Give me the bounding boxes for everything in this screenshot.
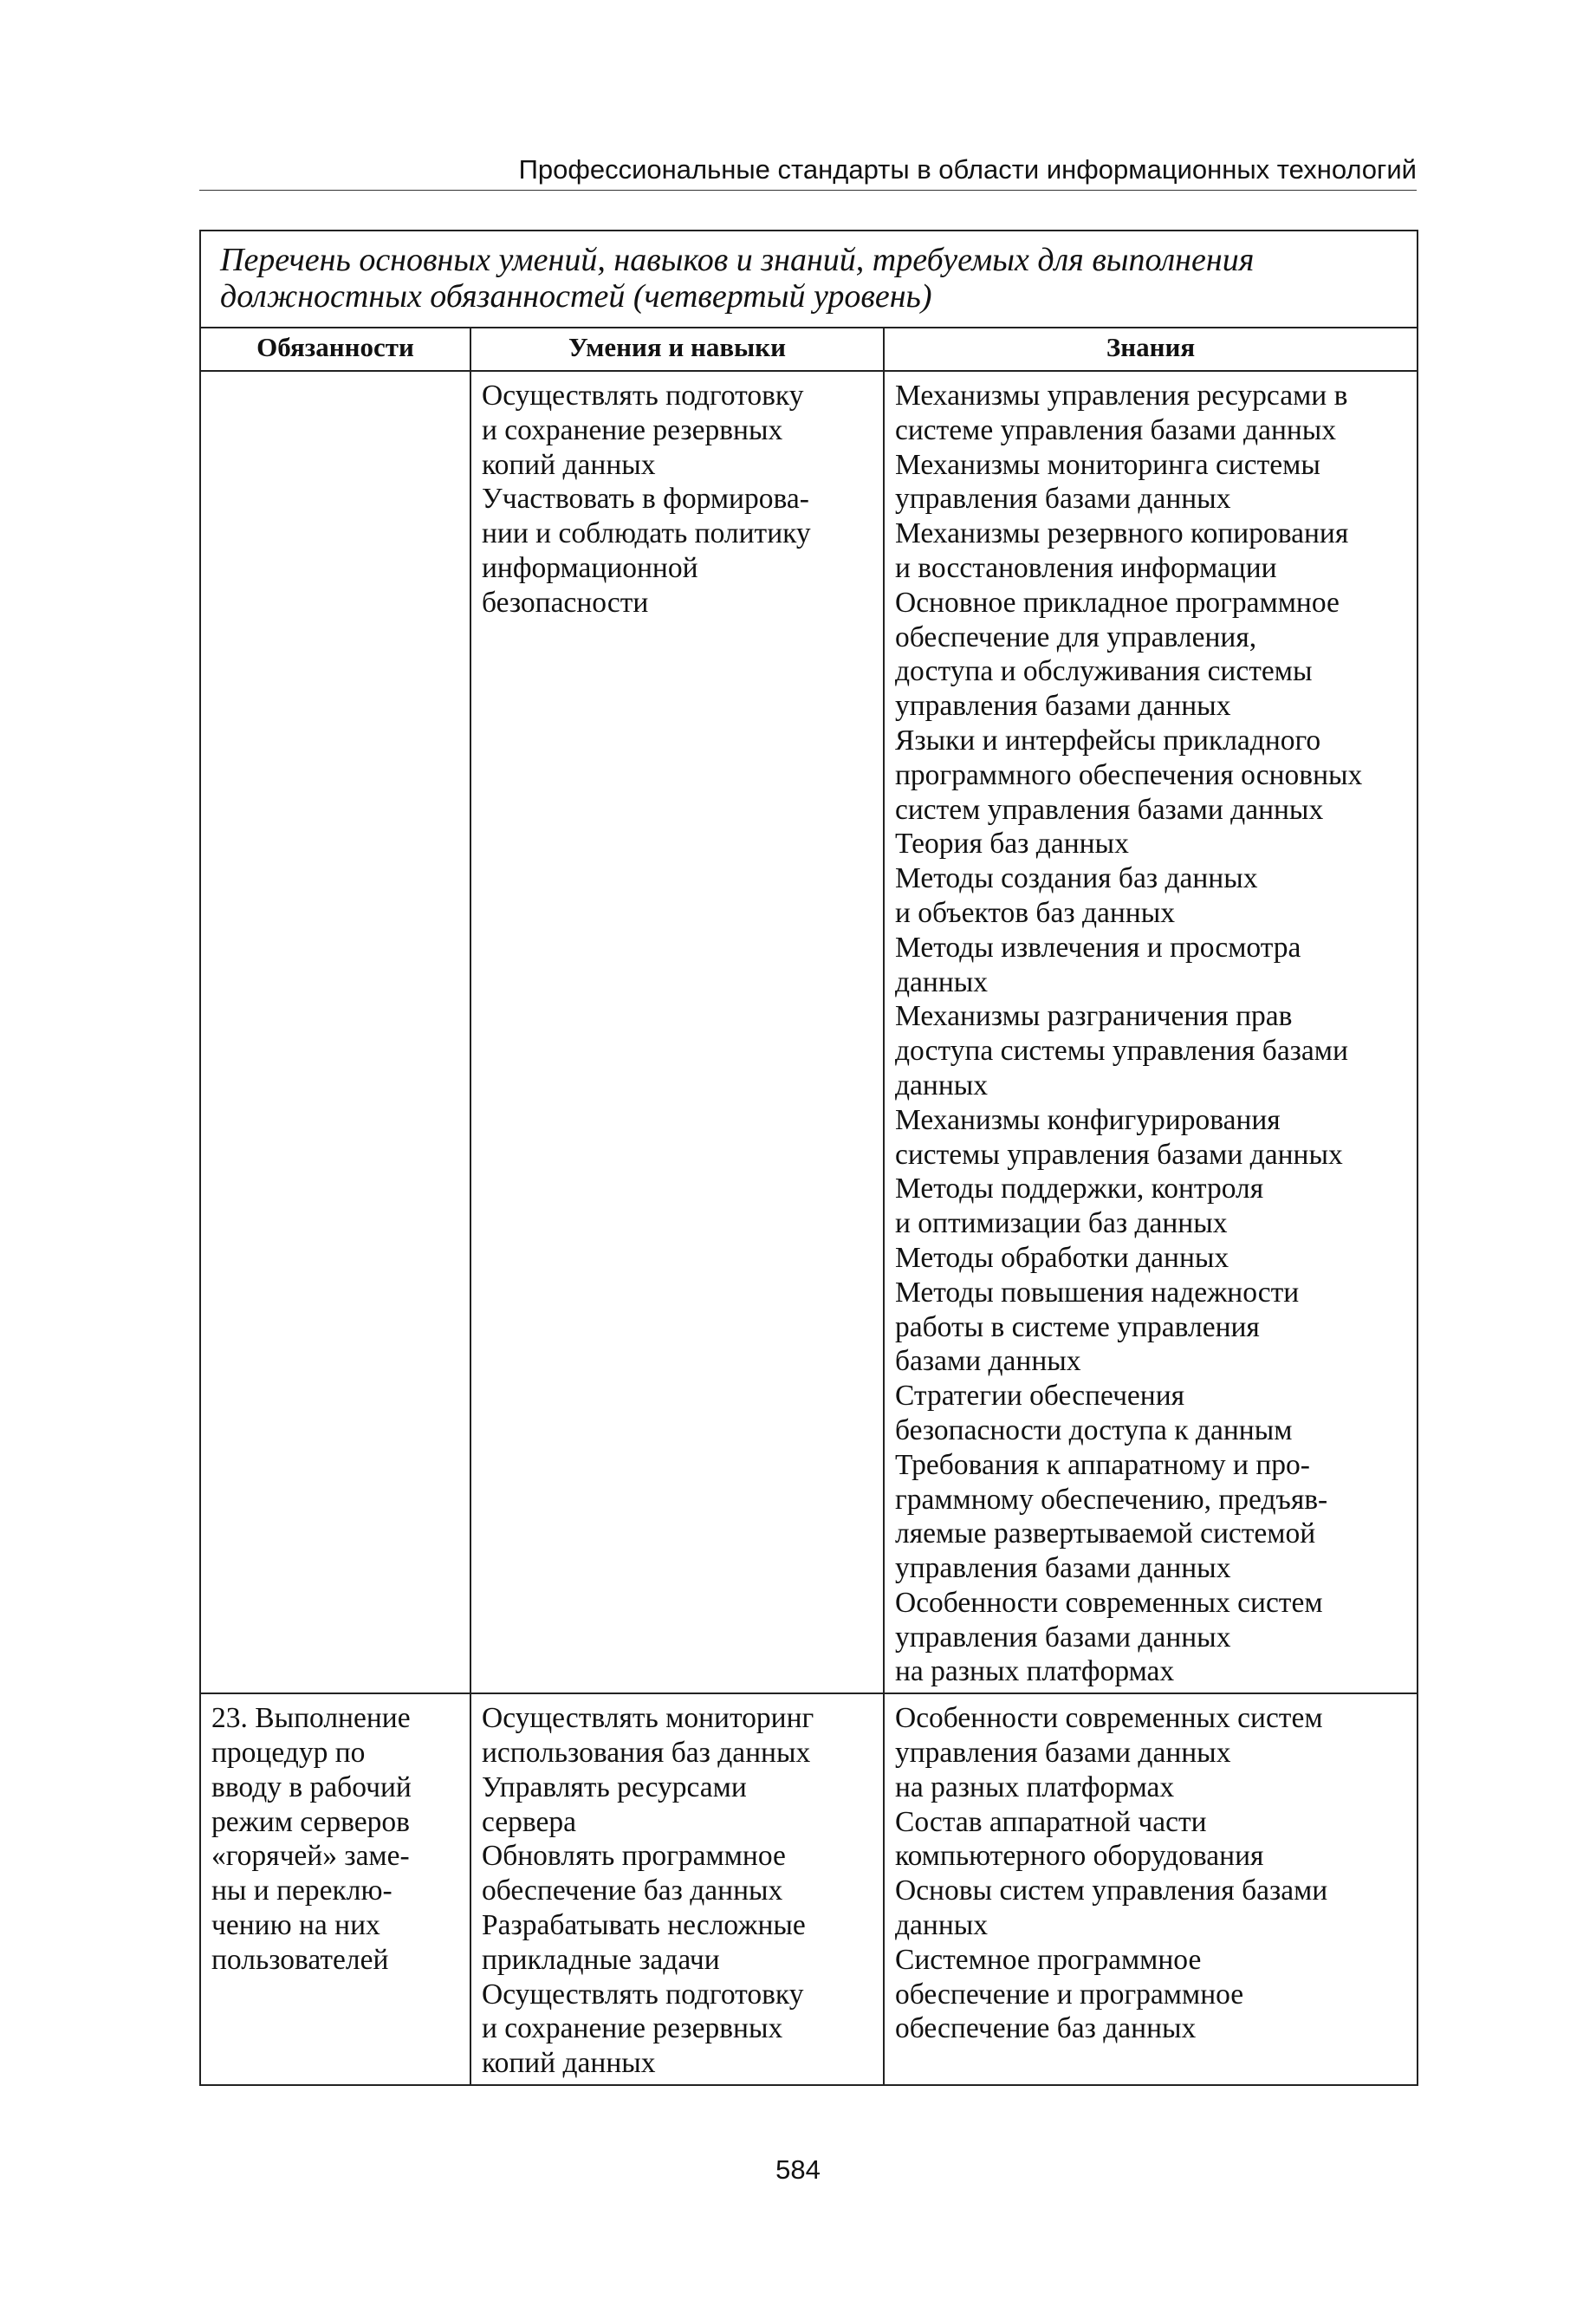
column-header-duties: Обязанности <box>200 328 470 371</box>
cell-line: использования баз данных <box>482 1737 811 1770</box>
cell-line: Механизмы резервного копирования <box>895 517 1349 550</box>
column-header-skills: Умения и навыки <box>470 328 884 371</box>
cell-line: сервера <box>482 1805 577 1838</box>
cell-duties <box>200 1693 470 2085</box>
cell-line: граммному обеспечению, предъяв- <box>895 1483 1328 1516</box>
competency-table <box>199 230 1418 2086</box>
cell-line: обеспечение для управления, <box>895 620 1257 653</box>
cell-line: Методы создания баз данных <box>895 862 1258 895</box>
cell-line: Обновлять программное <box>482 1840 786 1873</box>
cell-line: работы в системе управления <box>895 1310 1260 1343</box>
cell-duties <box>200 371 470 1693</box>
cell-line: и восстановления информации <box>895 551 1277 584</box>
cell-line: безопасности доступа к данным <box>895 1413 1293 1446</box>
cell-knowledge <box>884 371 1418 1693</box>
cell-line: Механизмы управления ресурсами в <box>895 380 1348 412</box>
cell-skills <box>470 371 884 1693</box>
cell-line: данных <box>895 965 989 998</box>
cell-line: Особенности современных систем <box>895 1702 1323 1735</box>
cell-line: копий данных <box>482 2047 656 2080</box>
cell-line: Методы обработки данных <box>895 1241 1229 1274</box>
cell-line: базами данных <box>895 1345 1081 1378</box>
page-number: 584 <box>775 2154 821 2185</box>
cell-line: Механизмы мониторинга системы <box>895 448 1320 481</box>
cell-line: чению на них <box>211 1909 380 1942</box>
cell-line: Языки и интерфейсы прикладного <box>895 724 1321 757</box>
cell-line: Участвовать в формирова- <box>482 483 809 516</box>
cell-line: на разных платформах <box>895 1770 1175 1803</box>
cell-line: Механизмы конфигурирования <box>895 1103 1281 1136</box>
cell-line: Основное прикладное программное <box>895 586 1340 619</box>
table-caption-line: Перечень основных умений, навыков и знаний, требуемых для выполнения <box>220 242 1255 278</box>
cell-line: Методы извлечения и просмотра <box>895 931 1301 964</box>
cell-line: Особенности современных систем <box>895 1586 1323 1619</box>
cell-line: Осуществлять подготовку <box>482 380 804 412</box>
cell-line: и оптимизации баз данных <box>895 1207 1228 1240</box>
table-body <box>200 371 1418 2085</box>
cell-line: Разрабатывать несложные <box>482 1909 806 1942</box>
cell-line: ляемые развертываемой системой <box>895 1517 1316 1550</box>
cell-line: Основы систем управления базами <box>895 1874 1328 1907</box>
cell-line: 23. Выполнение <box>211 1702 411 1735</box>
cell-line: доступа и обслуживания системы <box>895 655 1313 688</box>
cell-line: системе управления базами данных <box>895 413 1337 446</box>
cell-line: копий данных <box>482 448 656 481</box>
cell-line: обеспечение баз данных <box>895 2012 1197 2045</box>
cell-line: нии и соблюдать политику <box>482 517 811 550</box>
cell-line: управления базами данных <box>895 1621 1231 1654</box>
cell-line: и сохранение резервных <box>482 2012 783 2045</box>
cell-line: управления базами данных <box>895 1552 1231 1585</box>
cell-line: процедур по <box>211 1737 366 1770</box>
cell-line: систем управления базами данных <box>895 793 1324 826</box>
cell-line: информационной <box>482 551 698 584</box>
cell-line: Стратегии обеспечения <box>895 1380 1185 1413</box>
cell-line: безопасности <box>482 586 649 619</box>
cell-skills <box>470 1693 884 2085</box>
cell-line: обеспечение и программное <box>895 1978 1244 2011</box>
cell-line: пользователей <box>211 1943 389 1976</box>
cell-line: управления базами данных <box>895 483 1231 516</box>
column-header-knowledge: Знания <box>884 328 1418 371</box>
running-header: Профессиональные стандарты в области информационных технологий <box>518 154 1417 185</box>
header-rule <box>199 190 1417 191</box>
cell-knowledge <box>884 1693 1418 2085</box>
cell-line: программного обеспечения основных <box>895 758 1363 791</box>
cell-line: данных <box>895 1069 989 1101</box>
cell-line: Осуществлять мониторинг <box>482 1702 814 1735</box>
cell-line: системы управления базами данных <box>895 1138 1343 1171</box>
table-row <box>200 371 1418 1693</box>
cell-line: данных <box>895 1909 989 1942</box>
cell-line: вводу в рабочий <box>211 1770 412 1803</box>
cell-line: Методы поддержки, контроля <box>895 1173 1264 1205</box>
cell-line: Системное программное <box>895 1943 1202 1976</box>
cell-line: обеспечение баз данных <box>482 1874 783 1907</box>
cell-line: на разных платформах <box>895 1655 1175 1688</box>
table-row <box>200 1693 1418 2085</box>
cell-line: Состав аппаратной части <box>895 1805 1207 1838</box>
cell-line: режим серверов <box>211 1805 410 1838</box>
cell-line: управления базами данных <box>895 690 1231 723</box>
cell-line: Теория баз данных <box>895 828 1129 861</box>
cell-line: Требования к аппаратному и про- <box>895 1448 1310 1481</box>
cell-line: и объектов баз данных <box>895 896 1175 929</box>
cell-line: Управлять ресурсами <box>482 1770 747 1803</box>
cell-line: Методы повышения надежности <box>895 1276 1300 1309</box>
table-caption <box>200 231 1418 328</box>
cell-line: Механизмы разграничения прав <box>895 1000 1293 1033</box>
cell-line: «горячей» заме- <box>211 1840 410 1873</box>
cell-line: ны и переклю- <box>211 1874 393 1907</box>
cell-line: и сохранение резервных <box>482 413 783 446</box>
cell-line: доступа системы управления базами <box>895 1035 1348 1068</box>
cell-line: управления базами данных <box>895 1737 1231 1770</box>
cell-line: компьютерного оборудования <box>895 1840 1264 1873</box>
cell-line: прикладные задачи <box>482 1943 720 1976</box>
cell-line: Осуществлять подготовку <box>482 1978 804 2011</box>
table-caption-line: должностных обязанностей (четвертый уровень) <box>220 278 932 315</box>
